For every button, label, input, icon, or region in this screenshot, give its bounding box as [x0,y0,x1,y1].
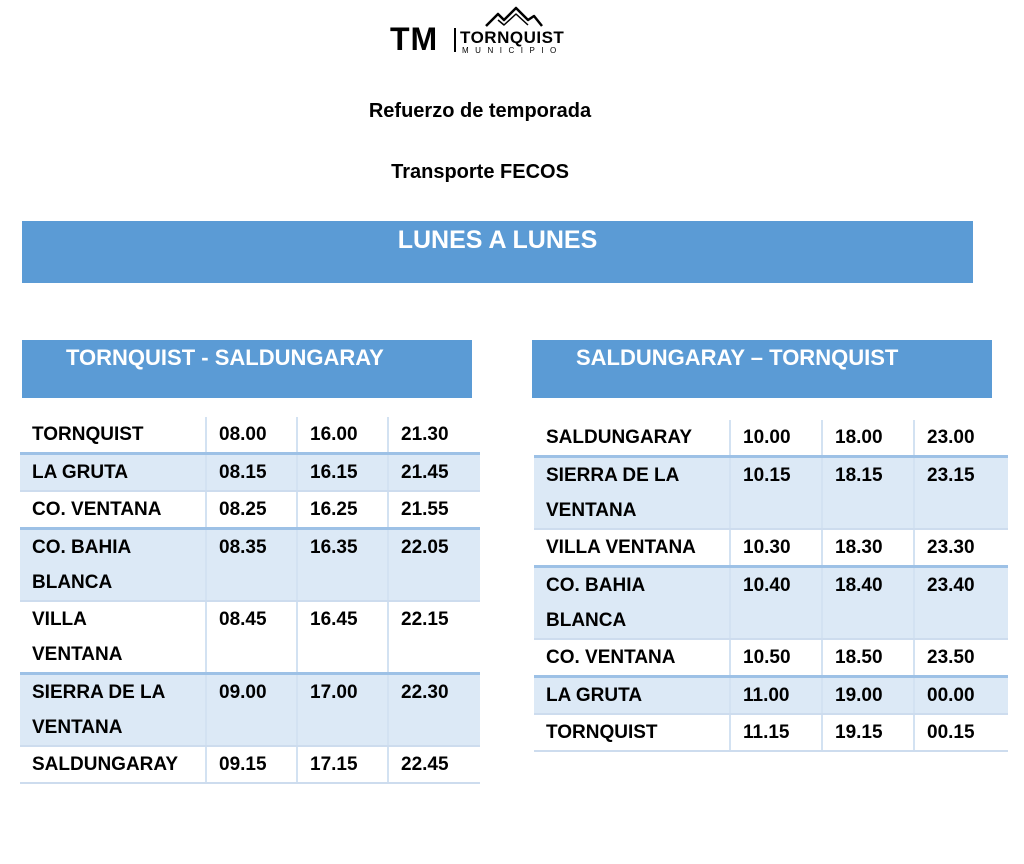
schedule-table-saldungaray-tornquist [534,420,1008,752]
departure-time: 22.15 [388,601,480,674]
departure-time: 16.25 [297,491,388,529]
departure-time: 10.15 [730,457,822,530]
table-row [20,454,480,492]
departure-time: 17.15 [297,746,388,783]
days-banner: LUNES A LUNES [22,221,973,283]
departure-time: 23.40 [914,567,1008,640]
stop-name [20,601,206,674]
departure-time: 11.15 [730,714,822,751]
municipality-logo [388,4,578,58]
departure-time: 16.35 [297,529,388,602]
stop-name [20,491,206,529]
stop-name [534,457,730,530]
stop-name-line: CO. VENTANA [546,647,676,668]
departure-time: 17.00 [297,674,388,747]
departure-time: 18.30 [822,529,914,567]
departure-time: 10.40 [730,567,822,640]
departure-time: 10.50 [730,639,822,677]
departure-time: 22.30 [388,674,480,747]
stop-name [534,420,730,457]
departure-time: 10.00 [730,420,822,457]
departure-time: 08.25 [206,491,297,529]
departure-time: 16.45 [297,601,388,674]
table-row [534,677,1008,715]
departure-time: 23.15 [914,457,1008,530]
departure-time: 09.00 [206,674,297,747]
stop-name-line: VENTANA [546,500,637,521]
stop-name-line: SIERRA DE LA [546,465,680,486]
departure-time: 08.00 [206,417,297,454]
departure-time: 18.15 [822,457,914,530]
table-row [20,491,480,529]
stop-name [20,417,206,454]
page-heading: Refuerzo de temporada [368,100,592,122]
departure-time: 23.50 [914,639,1008,677]
departure-time: 08.45 [206,601,297,674]
table-row [20,674,480,747]
departure-time: 23.30 [914,529,1008,567]
stop-name-line: TORNQUIST [32,424,144,445]
departure-time: 00.15 [914,714,1008,751]
logo-initials: TM [390,21,439,57]
departure-time: 08.15 [206,454,297,492]
departure-time: 19.00 [822,677,914,715]
stop-name-line: BLANCA [32,572,113,593]
route-header-tornquist-saldungaray: TORNQUIST - SALDUNGARAY [22,340,472,398]
stop-name-line: VENTANA [32,717,123,738]
table-row [534,420,1008,457]
departure-time: 08.35 [206,529,297,602]
logo-name: TORNQUIST [460,28,565,47]
stop-name-line: CO. VENTANA [32,499,162,520]
departure-time: 09.15 [206,746,297,783]
logo-divider [454,28,456,52]
stop-name-line: VILLA VENTANA [546,537,696,558]
stop-name [534,567,730,640]
stop-name [534,714,730,751]
stop-name [534,677,730,715]
stop-name-line: SALDUNGARAY [546,427,693,448]
departure-time: 22.05 [388,529,480,602]
stop-name-line: LA GRUTA [32,462,129,483]
stop-name-line: VILLA [32,609,87,630]
stop-name [534,529,730,567]
stop-name [20,529,206,602]
table-row [534,714,1008,751]
departure-time: 21.45 [388,454,480,492]
departure-time: 23.00 [914,420,1008,457]
departure-time: 21.30 [388,417,480,454]
stop-name-line: BLANCA [546,610,627,631]
departure-time: 00.00 [914,677,1008,715]
schedule-table-tornquist-saldungaray [20,417,480,784]
page-subheading: Transporte FECOS [391,161,569,183]
departure-time: 22.45 [388,746,480,783]
departure-time: 18.00 [822,420,914,457]
stop-name [534,639,730,677]
table-row [20,529,480,602]
route-header-saldungaray-tornquist: SALDUNGARAY – TORNQUIST [532,340,992,398]
departure-time: 10.30 [730,529,822,567]
stop-name-line: SIERRA DE LA [32,682,166,703]
stop-name-line: CO. BAHIA [32,537,132,558]
stop-name-line: LA GRUTA [546,685,643,706]
mountains-icon [484,6,544,28]
table-row [534,457,1008,530]
stop-name-line: TORNQUIST [546,722,658,743]
stop-name-line: CO. BAHIA [546,575,646,596]
table-row [20,746,480,783]
table-row [534,639,1008,677]
table-row [20,417,480,454]
departure-time: 18.50 [822,639,914,677]
departure-time: 11.00 [730,677,822,715]
departure-time: 18.40 [822,567,914,640]
table-row [20,601,480,674]
stop-name-line: SALDUNGARAY [32,754,179,775]
stop-name [20,454,206,492]
table-row [534,567,1008,640]
stop-name [20,674,206,747]
stop-name-line: VENTANA [32,644,123,665]
table-row [534,529,1008,567]
departure-time: 19.15 [822,714,914,751]
logo-subtitle: MUNICIPIO [462,46,563,55]
departure-time: 21.55 [388,491,480,529]
departure-time: 16.15 [297,454,388,492]
stop-name [20,746,206,783]
departure-time: 16.00 [297,417,388,454]
